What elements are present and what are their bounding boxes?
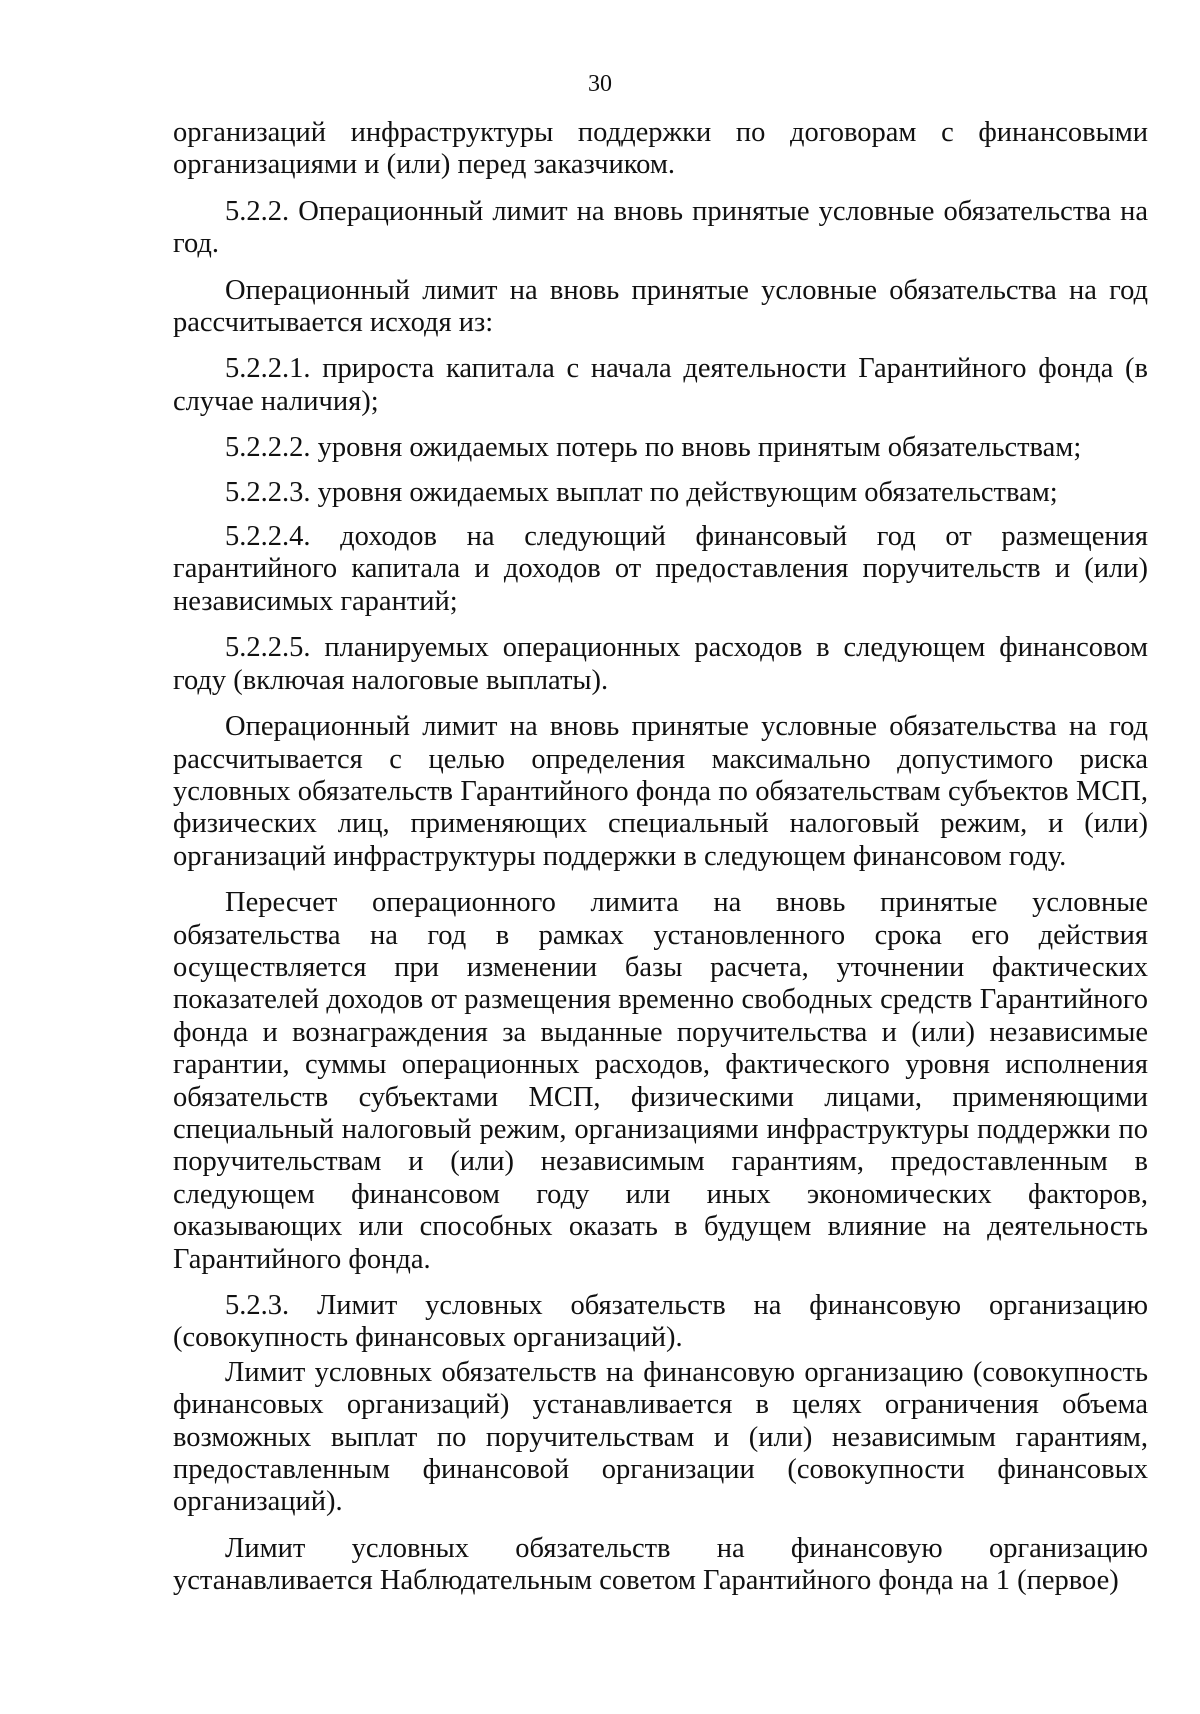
paragraph: 5.2.2.3. уровня ожидаемых выплат по действующим обязательствам; — [225, 476, 1058, 508]
paragraph: 5.2.3. Лимит условных обязательств на финансовую организацию (совокупность финансовых организаций). — [173, 1290, 1148, 1354]
paragraph: 5.2.2.5. планируемых операционных расходов в следующем финансовом году (включая налоговые выплаты). — [173, 632, 1148, 696]
paragraph: Операционный лимит на вновь принятые условные обязательства на год рассчитывается с целью определения максимально допустимого риска условных обязательств Гарантийного фонда по обязательствам субъектов МСП, физических лиц, применяющих специальный налоговый режим, и (или) организаций инфраструктуры поддержки в следующем финансовом году. — [173, 711, 1148, 872]
page-number: 30 — [588, 71, 612, 97]
paragraph: 5.2.2.1. прироста капитала с начала деятельности Гарантийного фонда (в случае наличия); — [173, 353, 1148, 417]
paragraph: Операционный лимит на вновь принятые условные обязательства на год рассчитывается исходя из: — [173, 274, 1148, 339]
paragraph: Лимит условных обязательств на финансовую организацию устанавливается Наблюдательным советом Гарантийного фонда на 1 (первое) — [173, 1532, 1148, 1597]
paragraph: Лимит условных обязательств на финансовую организацию (совокупность финансовых организаций) устанавливается в целях ограничения объема возможных выплат по поручительствам и (или) независимым гарантиям, предоставленным финансовой организации (совокупности финансовых организаций). — [173, 1356, 1148, 1518]
paragraph: организаций инфраструктуры поддержки по договорам с финансовыми организациями и (или) перед заказчиком. — [173, 117, 1148, 181]
paragraph: Пересчет операционного лимита на вновь принятые условные обязательства на год в рамках установленного срока его действия осуществляется при изменении базы расчета, уточнении фактических показателей доходов от размещения временно свободных средств Гарантийного фонда и вознаграждения за выданные поручительства и (или) независимые гарантии, суммы операционных расходов, фактического уровня исполнения обязательств субъектами МСП, физическими лицами, применяющими специальный налоговый режим, организациями инфраструктуры поддержки по поручительствам и (или) независимым гарантиям, предоставленным в следующем финансовом году или иных экономических факторов, оказывающих или способных оказать в будущем влияние на деятельность Гарантийного фонда. — [173, 887, 1148, 1275]
document-body — [173, 117, 1148, 1612]
paragraph: 5.2.2.4. доходов на следующий финансовый год от размещения гарантийного капитала и доходов от предоставления поручительств и (или) независимых гарантий; — [173, 521, 1148, 617]
paragraph: 5.2.2.2. уровня ожидаемых потерь по вновь принятым обязательствам; — [225, 432, 1082, 464]
paragraph: 5.2.2. Операционный лимит на вновь принятые условные обязательства на год. — [173, 195, 1148, 260]
